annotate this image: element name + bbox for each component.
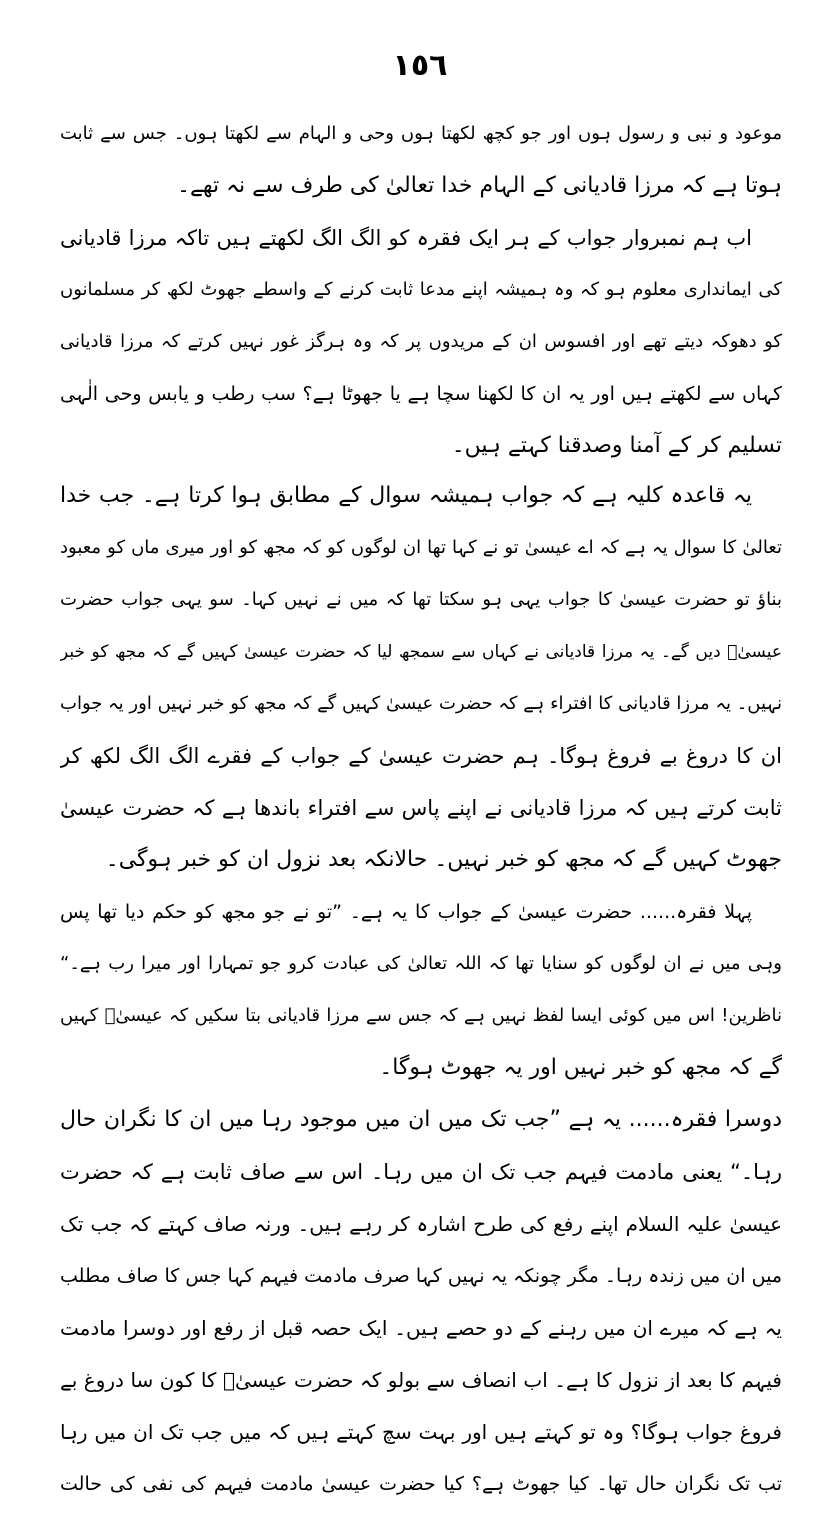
text-line: وہی میں نے ان لوگوں کو سنایا تھا کہ اللہ تعالیٰ کی عبادت کرو جو تمہارا اور میرا رب ہے۔“	[60, 953, 782, 974]
text-line: تعالیٰ کا سوال یہ ہے کہ اے عیسیٰ تو نے کہا تھا ان لوگوں کو کہ مجھ کو اور میری ماں کو معبود	[60, 537, 782, 558]
text-line: گے کہ مجھ کو خبر نہیں اور یہ جھوٹ ہوگا۔	[379, 1055, 782, 1080]
text-line: عیسیٰؑ دیں گے۔ یہ مرزا قادیانی نے کہاں سے سمجھ لیا کہ حضرت عیسیٰ کہیں گے کہ مجھ کو خبر	[60, 642, 782, 662]
text-line: کو دھوکہ دیتے تھے اور افسوس ان کے مریدوں پر کہ وہ ہرگز غور نہیں کرتے کہ مرزا قادیانی	[60, 331, 782, 352]
text-line: ناظرین! اس میں کوئی ایسا لفظ نہیں ہے کہ جس سے مرزا قادیانی بتا سکیں کہ عیسیٰؑ کہیں	[60, 1005, 782, 1026]
text-line: فیہم کا بعد از نزول کا ہے۔ اب انصاف سے بولو کہ حضرت عیسیٰؑ کا کون سا دروغ بے	[60, 1368, 782, 1392]
text-line: کی ایمانداری معلوم ہو کہ وہ ہمیشہ اپنے مدعا ثابت کرنے کے واسطے جھوٹ لکھ کر مسلمانوں	[60, 279, 782, 300]
text-line: ہوتا ہے کہ مرزا قادیانی کے الہام خدا تعالیٰ کی طرف سے نہ تھے۔	[177, 173, 782, 198]
page-number: ١٥٦	[392, 48, 448, 83]
text-line: تسلیم کر کے آمنا وصدقنا کہتے ہیں۔	[451, 433, 782, 458]
text-line: بناؤ تو حضرت عیسیٰ کا جواب یہی ہو سکتا تھا کہ میں نے نہیں کہا۔ سو یہی جواب حضرت	[60, 589, 782, 610]
text-line: نہیں۔ یہ مرزا قادیانی کا افتراء ہے کہ حضرت عیسیٰ کہیں گے کہ مجھ کو خبر نہیں اور یہ جواب	[60, 693, 782, 714]
text-line: ان کا دروغ بے فروغ ہوگا۔ ہم حضرت عیسیٰ کے جواب کے فقرے الگ الگ لکھ کر	[60, 744, 782, 768]
text-line: ثابت کرتے ہیں کہ مرزا قادیانی نے اپنے پاس سے افتراء باندھا ہے کہ حضرت عیسیٰ	[60, 796, 782, 820]
text-line: میں ان میں زندہ رہا۔ مگر چونکہ یہ نہیں کہا صرف مادمت فیہم کہا جس کا صاف مطلب	[60, 1265, 782, 1287]
text-line: فروغ جواب ہوگا؟ وہ تو کہتے ہیں اور بہت سچ کہتے ہیں کہ میں جب تک ان میں رہا	[60, 1420, 782, 1444]
text-line: موعود و نبی و رسول ہوں اور جو کچھ لکھتا ہوں وحی و الہام سے لکھتا ہوں۔ جس سے ثابت	[60, 123, 782, 144]
text-line: رہا۔“ یعنی مادمت فیہم جب تک ان میں رہا۔ اس سے صاف ثابت ہے کہ حضرت	[60, 1160, 782, 1184]
text-line: پہلا فقرہ...... حضرت عیسیٰ کے جواب کا یہ ہے۔ ”تو نے جو مجھ کو حکم دیا تھا پس	[60, 901, 752, 923]
text-line: جھوٹ کہیں گے کہ مجھ کو خبر نہیں۔ حالانکہ بعد نزول ان کو خبر ہوگی۔	[105, 847, 782, 872]
text-line: یہ ہے کہ میرے ان میں رہنے کے دو حصے ہیں۔ ایک حصہ قبل از رفع اور دوسرا مادمت	[60, 1316, 782, 1340]
text-line: تب تک نگران حال تھا۔ کیا جھوٹ ہے؟ کیا حضرت عیسیٰ مادمت فیہم کی نفی کی حالت	[60, 1473, 782, 1495]
text-line: کہاں سے لکھتے ہیں اور یہ ان کا لکھنا سچا ہے یا جھوٹا ہے؟ سب رطب و یابس وحی الٰہی	[60, 383, 782, 405]
text-line: دوسرا فقرہ...... یہ ہے ”جب تک میں ان میں موجود رہا میں ان کا نگران حال	[60, 1107, 782, 1132]
text-line: اب ہم نمبروار جواب کے ہر ایک فقرہ کو الگ الگ لکھتے ہیں تاکہ مرزا قادیانی	[60, 226, 752, 250]
text-line: عیسیٰ علیہ السلام اپنے رفع کی طرح اشارہ کر رہے ہیں۔ ورنہ صاف کہتے کہ جب تک	[60, 1212, 782, 1236]
text-line: یہ قاعدہ کلیہ ہے کہ جواب ہمیشہ سوال کے مطابق ہوا کرتا ہے۔ جب خدا	[60, 483, 752, 508]
